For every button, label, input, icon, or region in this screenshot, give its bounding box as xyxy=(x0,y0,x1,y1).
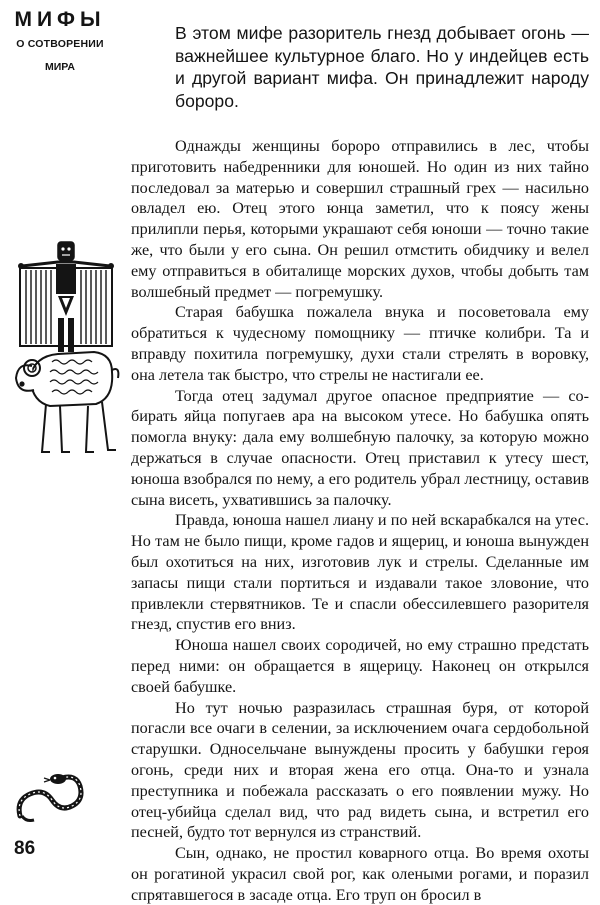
paragraph: Правда, юноша нашел лиану и по ней вскарабкался на утес. Но там не было пищи, кроме гадов и ящериц, и юноша вынужден был охотиться на них, изготовив лук и стрелы. Сделанные им запасы пищи стали портиться и издавали такое зловоние, что привлекли стервятников. Те и спасли обессилевшего разорителя гнезд, спустив его вниз. xyxy=(131,511,589,634)
paragraph: Однажды женщины бороро отправились в лес, чтобы приготовить набедренники для юношей. Но один из них тайно последовал за матерью и совершил страшный грех — насильно овладел ею. Отец этого юнца заметил, что к поясу жены прилипли перья, которыми украшают себя юноши — точно такие же, что были у его сына. Он решил отмстить обидчику и велел ему отправиться в обиталище морских духов, чтобы добыть там волшебный предмет — погремушку. xyxy=(131,137,589,301)
serpent-ornament xyxy=(14,770,90,826)
figure-head xyxy=(58,242,74,260)
paragraph: Старая бабушка пожалела внука и посоветовала ему обратиться к чудесному помощнику — птичке колибри. Та и вправду похитила погремушку, духи стали стрелять в воровку, она летела так быстро, что стрелы не настигали ее. xyxy=(131,303,589,384)
paragraph: Сын, однако, не простил коварного отца. Во время охоты он рогатиной украсил свой рог, как олеными рогами, и поразил спрятавшегося в засаде отца. Его труп он бросил в xyxy=(131,844,589,904)
section-subtitle-line1: О СОТВОРЕНИИ xyxy=(16,38,104,50)
figure-on-ram-illustration xyxy=(12,238,120,476)
page-number: 86 xyxy=(14,838,36,859)
section-subtitle-line2: МИРА xyxy=(45,61,75,73)
paragraph: Юноша нашел своих сородичей, но ему страшно предстать перед ними: он обращается в ящерицу. Наконец он открылся своей бабушке. xyxy=(131,636,589,696)
striped-cloth xyxy=(20,264,112,352)
section-title: МИФЫ xyxy=(14,8,106,31)
paragraph: Но тут ночью разразилась страшная буря, от которой погасли все очаги в селении, за исключением очага сердобольной старушки. Односельчане вынуждены просить у бабушки героя огонь, среди них и вторая жена его отца. Она-то и узнала преступника и побежала рассказать о его появлении мужу. Но отец-убийца сделал вид, что рад видеть сына, и встретил его песней, будто тот вернулся из странствий. xyxy=(131,698,589,842)
intro-paragraph: В этом мифе разоритель гнезд добывает огонь — важнейшее культурное благо. Но у индейцев есть и другой вариант мифа. Он принадлежит народу бороро. xyxy=(175,23,589,111)
running-header xyxy=(4,8,116,75)
main-text xyxy=(131,136,589,905)
paragraph: Тогда отец задумал другое опасное предприятие — собирать яйца попугаев ара на высоком утесе. Но бабушка опять помогла внуку: дала ему волшебную палочку, за которую можно держаться в случае опасности. Отец приставил к утесу шест, юноша взобрался по нему, а его родитель убрал лестницу, оставив сына висеть, ухватившись за палочку. xyxy=(131,386,589,509)
ram xyxy=(16,352,118,452)
